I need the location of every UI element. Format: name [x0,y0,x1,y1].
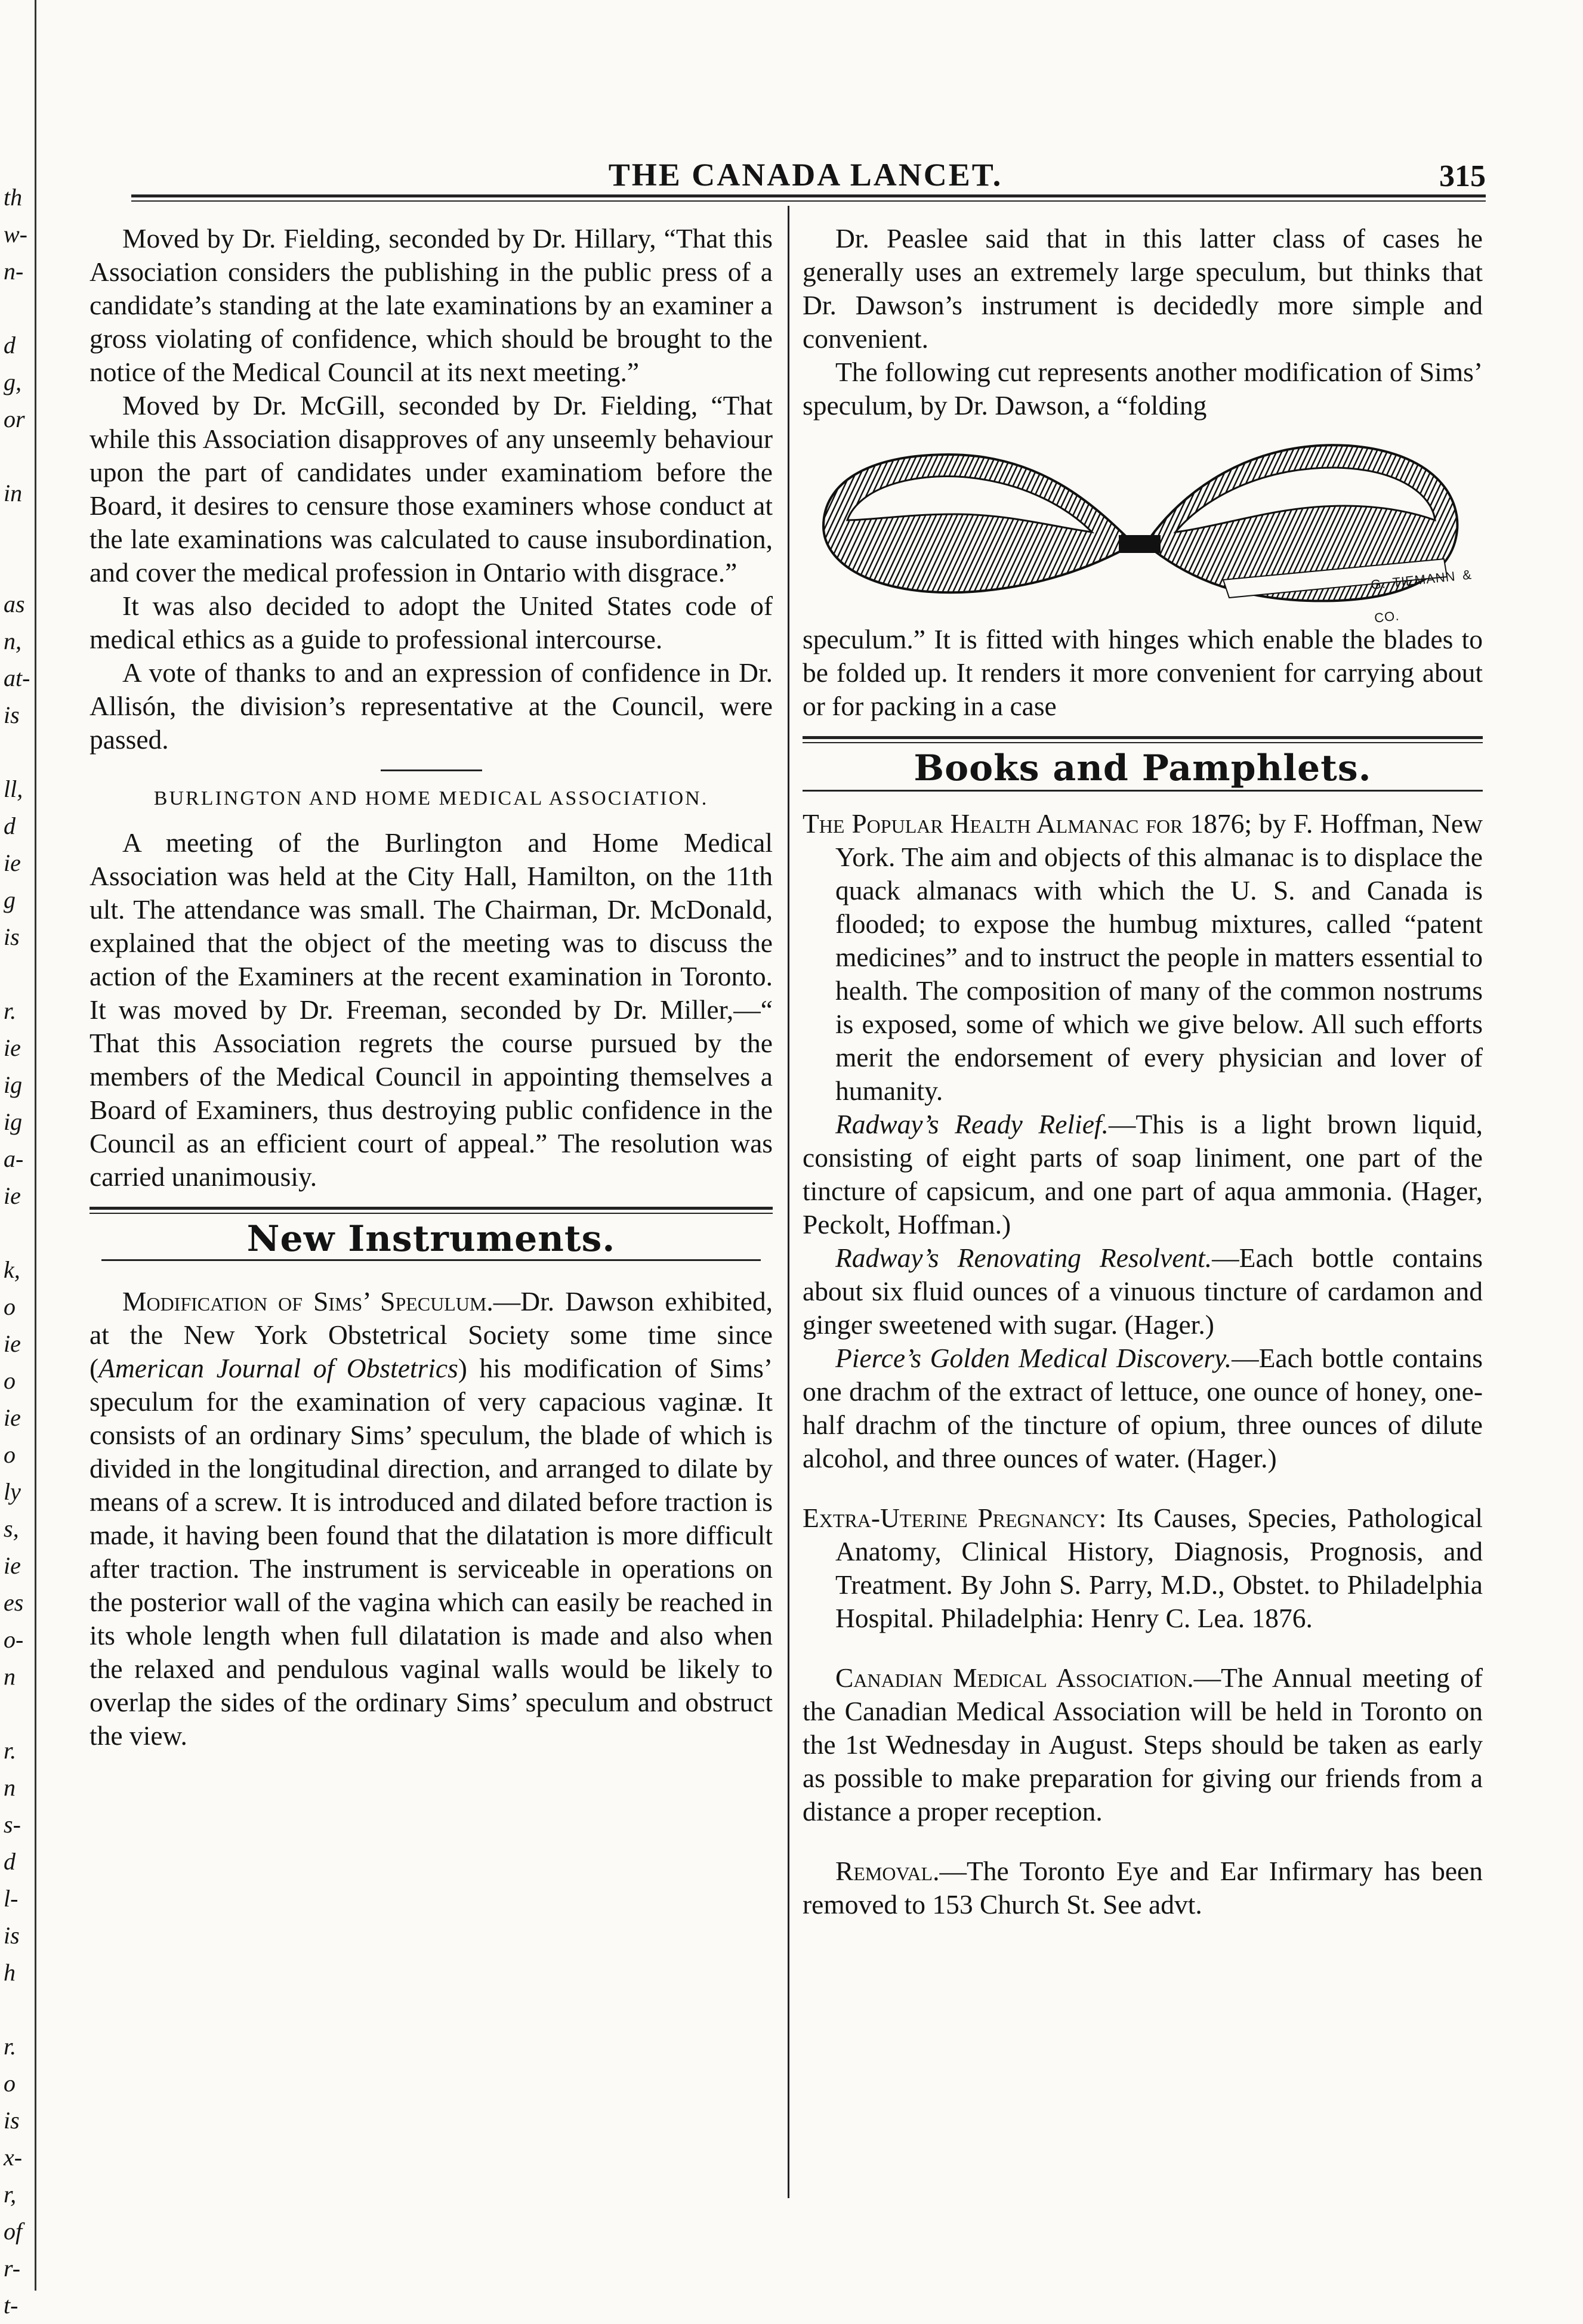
figure-maker-stamp: G. TIEMANN & CO. [1370,567,1473,626]
pierce-title: Pierce’s Golden Medical Discovery. [835,1343,1232,1373]
margin-fragment: n [4,1774,16,1801]
removal-text: —The Toronto Eye and Ear Infirmary has been removed to 153 Church St. See advt. [803,1856,1483,1920]
margin-fragment: ly [4,1478,21,1505]
running-header [125,156,1486,192]
paragraph-peaslee: Dr. Peaslee said that in this latter class of cases he generally uses an extremely large speculum, but thinks that Dr. Dawson’s instrument is decidedly more simple and convenient. [803,223,1483,354]
margin-fragment [4,1991,27,2028]
margin-fragment: ig [4,1108,23,1135]
margin-fragment: l- [4,1885,18,1912]
radway-resolvent [803,1241,1483,1342]
almanac-text: 1876; by F. Hoffman, New York. The aim and objects of this almanac is to displace the quack almanacs with which the U. S. and Canada is flooded; to expose the humbug mixtures, called “patent medicines” and to instruct the people in matters essential to health. The composition of many of the common nostrums is exposed, some of which we give below. All such efforts merit the endorsement of every physician and lover of humanity. [835,808,1483,1106]
margin-fragment: a- [4,1145,24,1172]
books-pamphlets-heading: Books and Pamphlets. [914,747,1372,789]
sims-speculum-text-a: —Dr. Dawson exhibited, at the New York Obstetrical Society some time since ( [90,1286,773,1383]
margin-fragment: n [4,1663,16,1690]
radway-relief-title: Radway’s Ready Relief. [835,1109,1109,1139]
margin-fragment: is [4,2107,20,2134]
margin-fragment: h [4,1959,16,1986]
margin-fragment: o [4,1367,16,1394]
radway-resolvent-title: Radway’s Renovating Resolvent. [835,1243,1212,1273]
margin-fragment: of [4,2218,23,2245]
margin-fragment [4,549,27,586]
section-double-rule [90,1207,773,1214]
margin-fragment [4,1695,27,1732]
paragraph-sims-speculum [90,1285,773,1753]
paragraph-mcgill-motion: Moved by Dr. McGill, seconded by Dr. Fielding, “That while this Association disapproves of any unseemly behaviour upon the part of candidates under examinatiom before the Board, it desires to censure those examiners whose conduct at the late examinations was calculated to cause insubordination, and cover the medical profession in Ontario with disgrace.” [90,390,773,588]
margin-fragment: x- [4,2144,23,2171]
margin-fragment [4,512,27,549]
margin-fragment: ll, [4,775,23,802]
margin-fragment: s, [4,1515,19,1542]
margin-fragment: w- [4,221,27,248]
margin-fragment: r. [4,2033,17,2060]
margin-fragment: n, [4,628,21,654]
margin-fragment: r- [4,2255,21,2282]
margin-fragment: g, [4,369,21,395]
margin-fragments [4,179,30,2324]
margin-fragment: or [4,406,25,432]
pierce-discovery [803,1342,1483,1475]
paragraph-vote-of-thanks: A vote of thanks to and an expression of confidence in Dr. Allisón, the division’s representative at the Council, were passed. [90,657,773,755]
section-double-rule-right [803,736,1483,743]
cma-title: Canadian Medical Association. [835,1662,1194,1693]
margin-fragment: is [4,701,20,728]
margin-fragment: ig [4,1071,23,1098]
sims-speculum-lead: Modification of Sims’ Speculum. [122,1286,493,1316]
margin-fragment: d [4,1848,16,1875]
margin-fragment: r. [4,1737,17,1764]
sims-speculum-text-b: ) his modification of Sims’ speculum for the examination of very capacious vaginæ. It consists of an ordinary Sims’ speculum, the blade of which is divided in the longitudinal direction, and arranged to dilate by means of a screw. It is introduced and dilated before traction is made, it having been found that the dilatation is more difficult after traction. The instrument is serviceable in operations on the posterior wall of the vagina which can easily be reached in its whole length when full dilatation is made and also when the relaxed and pendulous vaginal walls would be likely to overlap the sides of the ordinary Sims’ speculum and obstruct the view. [90,1353,773,1751]
margin-fragment: ie [4,1034,21,1061]
margin-fragment: r. [4,997,17,1024]
journal-citation: American Journal of Obstetrics [98,1353,458,1383]
almanac-review [803,807,1483,1108]
margin-fragment [4,290,27,327]
extra-uterine-title: Extra-Uterine Pregnancy [803,1503,1099,1533]
margin-fragment: ie [4,1182,21,1209]
paragraph-fielding-motion: Moved by Dr. Fielding, seconded by Dr. Hillary, “That this Association considers the publishing in the public press of a candidate’s standing at the late examinations by an examiner a gross violating of confidence, which should be brought to the notice of the Medical Council at its next meeting.” [90,223,773,387]
paragraph-ethics-code: It was also decided to adopt the United States code of medical ethics as a guide to professional intercourse. [90,591,773,654]
pierce-text: —Each bottle contains one drachm of the extract of lettuce, one ounce of honey, one-half drachm of the tincture of opium, three ounces of dilute alcohol, and three ounces of water. (Hager.) [803,1343,1483,1473]
left-column [90,222,773,1753]
margin-fragment [4,1214,27,1251]
burlington-heading: BURLINGTON AND HOME MEDICAL ASSOCIATION. [153,787,709,809]
margin-fragment: ie [4,1330,21,1357]
margin-fragment: d [4,332,16,359]
margin-fragment: t- [4,2292,18,2319]
margin-fragment: at- [4,665,30,691]
removal-title: Removal. [835,1856,940,1886]
margin-fragment: o- [4,1626,24,1653]
header-rule [131,194,1486,200]
folding-speculum-figure [811,431,1474,626]
page-number: 315 [1439,159,1486,193]
section-separator [381,769,482,771]
margin-fragment: ie [4,1404,21,1431]
margin-fragment: s- [4,1811,21,1838]
margin-fragment: ie [4,1552,21,1579]
margin-fragment: ie [4,849,21,876]
radway-ready-relief [803,1108,1483,1241]
margin-fragment: o [4,1293,16,1320]
paragraph-folding-speculum: speculum.” It is fitted with hinges which enable the blades to be folded up. It renders it more convenient for carrying about or for packing in a case [803,624,1483,721]
margin-fragment: th [4,184,23,211]
heading-underline-right [803,790,1483,792]
column-divider [788,206,789,2198]
journal-title: THE CANADA LANCET. [608,157,1003,193]
margin-fragment: n- [4,258,24,285]
margin-fragment: in [4,480,23,506]
margin-fragment: o [4,2070,16,2097]
radway-relief-text: —This is a light brown liquid, consisting of eight parts of soap liniment, one part of the tincture of capsicum, and one part of aqua ammonia. (Hager, Peckolt, Hoffman.) [803,1109,1483,1240]
margin-fragment: is [4,1922,20,1949]
extra-uterine-review [803,1501,1483,1635]
margin-fragment: k, [4,1256,20,1283]
margin-fragment: g [4,886,16,913]
paragraph-cut-intro: The following cut represents another modification of Sims’ speculum, by Dr. Dawson, a “folding [803,357,1483,421]
removal-notice [803,1855,1483,1921]
margin-fragment: d [4,812,16,839]
header-rule-thin [131,200,1486,202]
radway-resolvent-text: —Each bottle contains about six fluid ounces of a vinuous tincture of cardamon and ginger sweetened with sugar. (Hager.) [803,1243,1483,1340]
right-column [803,222,1483,1921]
extra-uterine-text: : Its Causes, Species, Pathological Anatomy, Clinical History, Diagnosis, Prognosis, and Treatment. By John S. Parry, M.D., Obstet. to Philadelphia Hospital. Philadelphia: Henry C. Lea. 1876. [835,1503,1483,1633]
margin-fragment: as [4,591,25,617]
margin-fragment: is [4,923,20,950]
margin-fragment: r, [4,2181,17,2208]
cma-text: —The Annual meeting of the Canadian Medical Association will be held in Toronto on the 1st Wednesday in August. Steps should be taken as early as possible to make preparation for giving our friends from a distance a proper reception. [803,1662,1483,1827]
cma-notice [803,1661,1483,1828]
new-instruments-heading: New Instruments. [246,1218,616,1260]
margin-fragment: es [4,1589,24,1616]
margin-fragment: o [4,1441,16,1468]
paragraph-burlington-meeting: A meeting of the Burlington and Home Medical Association was held at the City Hall, Hamilton, on the 11th ult. The attendance was small. The Chairman, Dr. McDonald, explained that the object of the meeting was to discuss the action of the Examiners at the recent examination in Toronto. It was moved by Dr. Freeman, seconded by Dr. Miller,—“ That this Association regrets the course pursued by the members of the Medical Council in appointing themselves a Board of Examiners, thus destroying public confidence in the Council as an efficient court of appeal.” The resolution was carried unanimousiy. [90,827,773,1192]
almanac-title: The Popular Health Almanac for [803,808,1183,839]
margin-fragment [4,438,27,475]
margin-fragment [4,956,27,993]
margin-fragment [4,734,27,771]
